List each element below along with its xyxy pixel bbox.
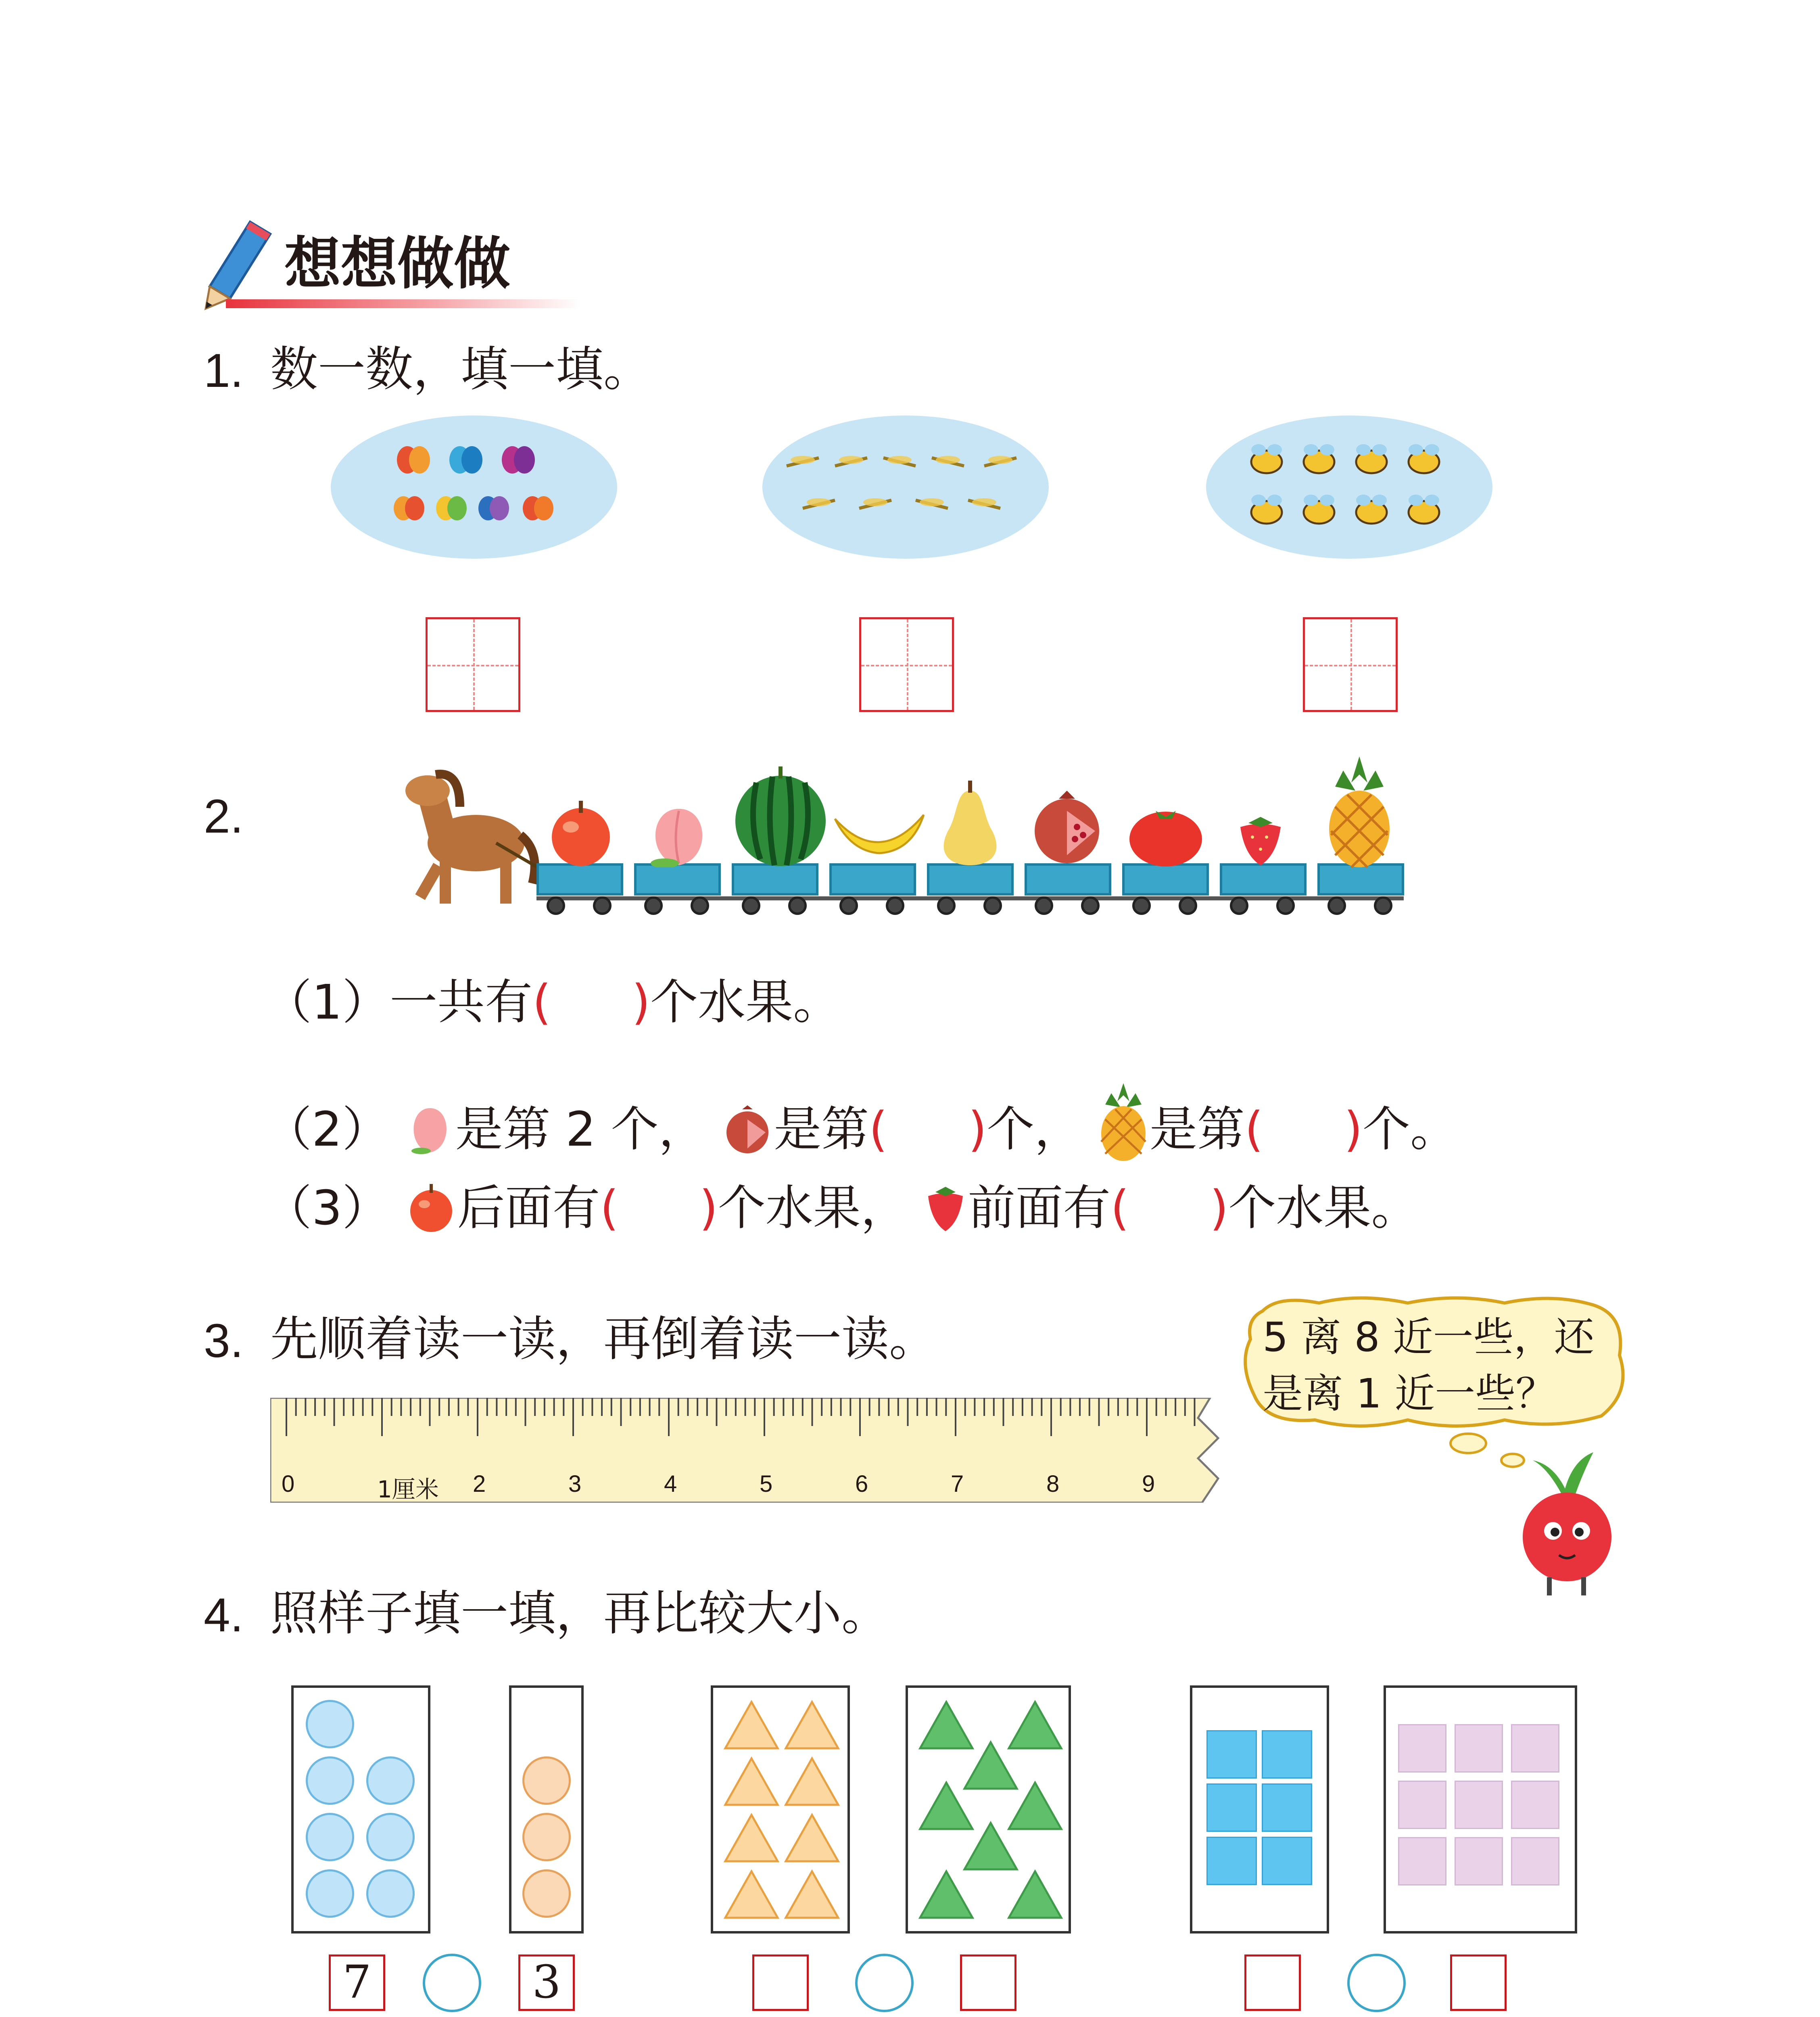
- bee-icons: [1246, 440, 1456, 537]
- q1-text: 数一数，填一填。: [270, 341, 651, 397]
- q4-text: 照样子填一填，再比较大小。: [270, 1585, 889, 1641]
- ruler-label-8: 8: [1046, 1471, 1060, 1497]
- pink-square-frame: [1384, 1685, 1577, 1933]
- pineapple-icon: [1323, 754, 1396, 869]
- pencil-icon: [198, 214, 278, 311]
- ruler-label-7: 7: [951, 1471, 964, 1497]
- butterfly-icons: [391, 444, 561, 532]
- count-box-pink-squares[interactable]: [1450, 1954, 1507, 2011]
- pomegranate-icon: [1027, 787, 1107, 867]
- horse-icon: [399, 762, 545, 916]
- answer-box-dragonflies[interactable]: [859, 617, 954, 712]
- count-box-green-triangles[interactable]: [960, 1954, 1016, 2011]
- answer-box-butterflies[interactable]: [426, 617, 520, 712]
- train-carts: [536, 863, 1412, 916]
- title-underline: [226, 299, 581, 308]
- count-box-blue-squares[interactable]: [1244, 1954, 1301, 2011]
- header: [198, 214, 601, 319]
- compare-circle-c[interactable]: [1347, 1954, 1406, 2012]
- q2-p3: （3） 后面有( )个水果， 前面有( )个水果。: [264, 1180, 1419, 1236]
- orange-triangle-frame: [711, 1685, 850, 1933]
- ruler-label-2: 2: [473, 1471, 486, 1497]
- dragonfly-group: [762, 416, 1049, 559]
- compare-circle-a[interactable]: [423, 1954, 481, 2012]
- q3-text: 先顺着读一读，再倒着读一读。: [270, 1311, 937, 1367]
- ruler-label-1: 1厘米: [377, 1476, 439, 1503]
- tomato-icon: [1123, 799, 1208, 867]
- orange-circle-frame: [509, 1685, 584, 1933]
- bee-group: [1206, 416, 1492, 559]
- compare-circle-b[interactable]: [855, 1954, 914, 2012]
- q1-label: 1.: [204, 344, 244, 397]
- dragonfly-icons: [779, 444, 1037, 532]
- q2-p1: （1）一共有( )个水果。: [264, 974, 841, 1030]
- ruler-label-6: 6: [855, 1471, 868, 1497]
- q2-label: 2.: [204, 790, 244, 843]
- radish-mascot-icon: [1509, 1452, 1626, 1597]
- ruler: [270, 1398, 1222, 1503]
- strawberry-small-icon: [923, 1185, 968, 1233]
- q4-label: 4.: [204, 1589, 244, 1642]
- ruler-label-9: 9: [1142, 1471, 1155, 1497]
- example-count-left: 7: [329, 1954, 385, 2011]
- ruler-label-4: 4: [664, 1471, 677, 1497]
- pomegranate-small-icon: [721, 1103, 774, 1156]
- pineapple-small-icon: [1097, 1081, 1150, 1162]
- page-title: 想想做做: [284, 231, 511, 297]
- blue-square-frame: [1190, 1685, 1329, 1933]
- example-count-right: 3: [518, 1954, 575, 2011]
- bubble-line-1: 5 离 8 近一些，还: [1263, 1313, 1595, 1361]
- ruler-label-3: 3: [568, 1471, 582, 1497]
- banana-icon: [831, 807, 928, 867]
- peach-icon: [641, 799, 717, 867]
- answer-box-bees[interactable]: [1303, 617, 1398, 712]
- watermelon-icon: [732, 762, 829, 867]
- peach-small-icon: [405, 1103, 455, 1156]
- count-box-orange-triangles[interactable]: [752, 1954, 809, 2011]
- butterfly-group: [331, 416, 617, 559]
- fruit-train: [399, 754, 1416, 916]
- apple-small-icon: [405, 1182, 457, 1234]
- bubble-line-2: 是离 1 近一些？: [1263, 1370, 1556, 1417]
- ruler-label-5: 5: [760, 1471, 773, 1497]
- ruler-label-0: 0: [282, 1471, 295, 1497]
- green-triangle-frame: [906, 1685, 1071, 1933]
- speech-bubble: [1238, 1295, 1638, 1472]
- apple-icon: [543, 799, 619, 867]
- blue-circle-frame: [291, 1685, 430, 1933]
- pear-icon: [936, 779, 1004, 867]
- strawberry-icon: [1232, 815, 1289, 867]
- q2-p2: （2） 是第 2 个， 是第( )个， 是第( )个。: [264, 1081, 1458, 1162]
- q3-label: 3.: [204, 1314, 244, 1368]
